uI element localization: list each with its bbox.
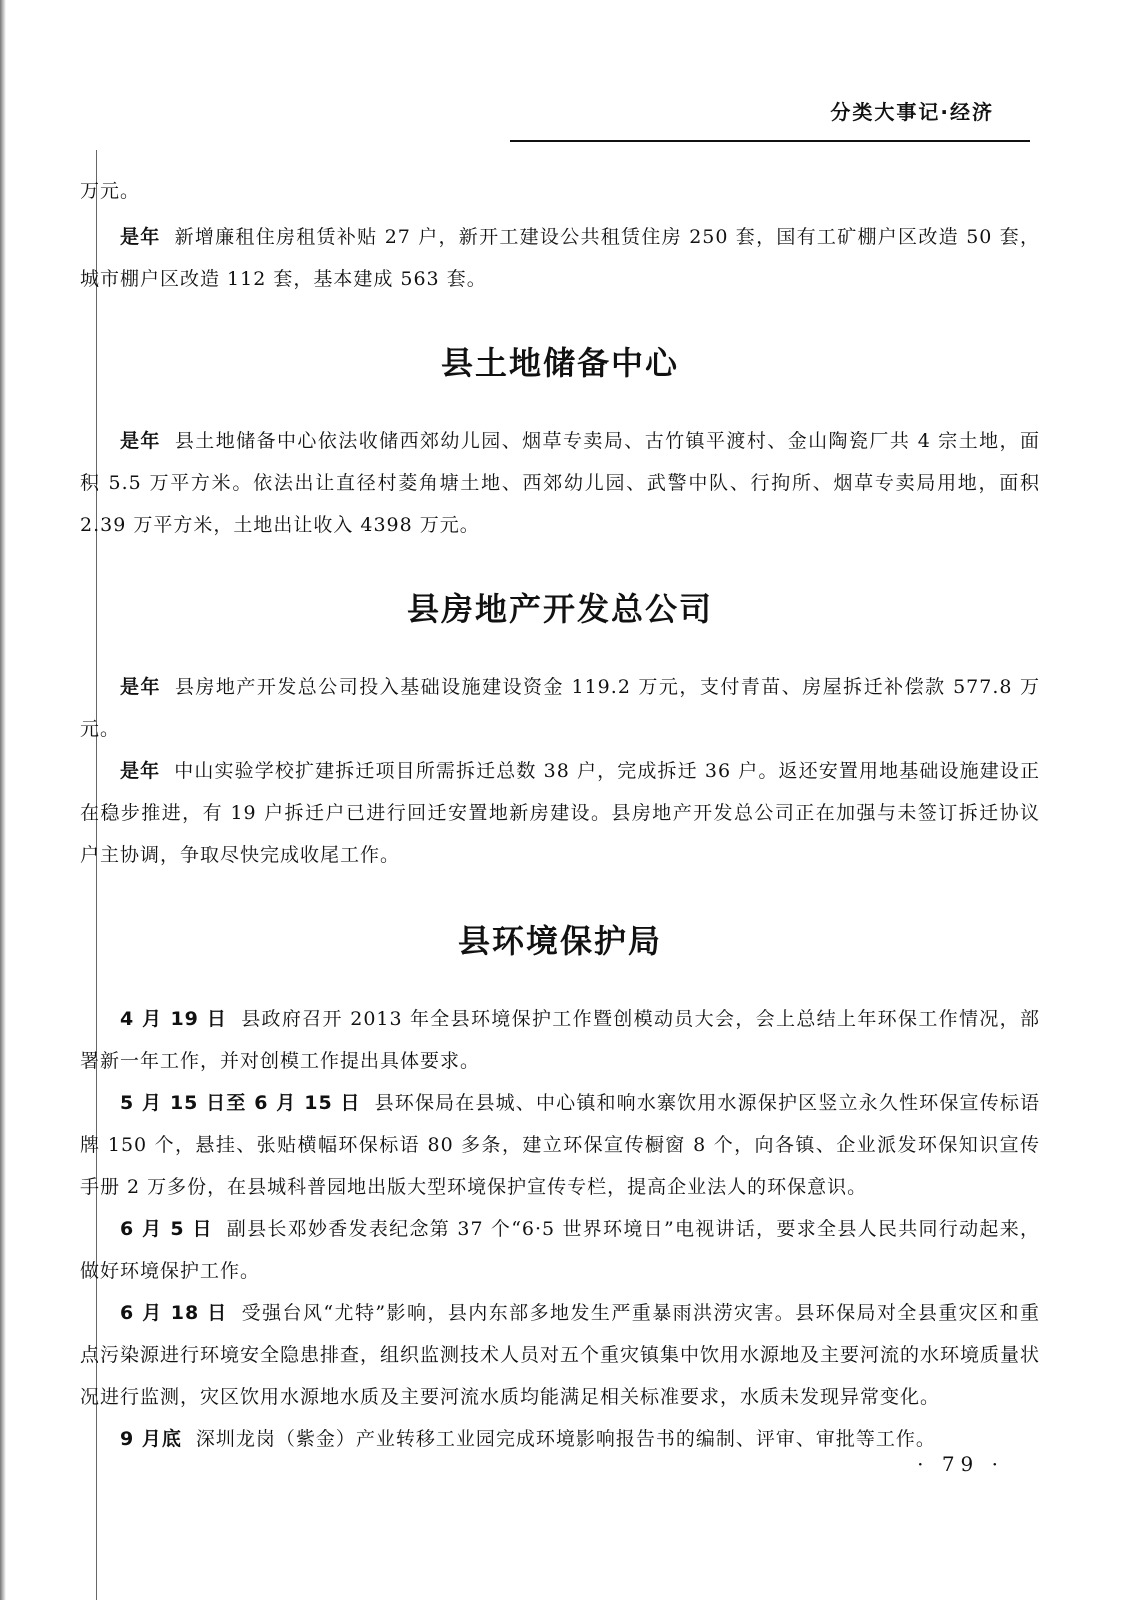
entry-date: 5 月 15 日至 6 月 15 日 (120, 1092, 361, 1114)
header-rule (510, 140, 1030, 142)
entry-text: 县环保局在县城、中心镇和响水寨饮用水源保护区竖立永久性环保宣传标语牌 150 个，悬挂、张贴横幅环保标语 80 多条，建立环保宣传橱窗 8 个，向各镇、企业派发环保知识宣传手册 2 万多份，在县城科普园地出版大型环境保护宣传专栏，提高企业法人的环保意识。 (80, 1092, 1040, 1198)
entry-paragraph (80, 1292, 1040, 1418)
entry-text: 县房地产开发总公司投入基础设施建设资金 119.2 万元，支付青苗、房屋拆迁补偿款 577.8 万元。 (80, 676, 1040, 740)
entry-paragraph (80, 1082, 1040, 1208)
entry-text: 中山实验学校扩建拆迁项目所需拆迁总数 38 户，完成拆迁 36 户。返还安置用地基础设施建设正在稳步推进，有 19 户拆迁户已进行回迁安置地新房建设。县房地产开发总公司正在加强与未签订拆迁协议户主协调，争取尽快完成收尾工作。 (80, 760, 1040, 866)
entry-text: 新增廉租住房租赁补贴 27 户，新开工建设公共租赁住房 250 套，国有工矿棚户区改造 50 套，城市棚户区改造 112 套，基本建成 563 套。 (80, 226, 1040, 290)
entry-paragraph (80, 420, 1040, 546)
entry-date: 6 月 18 日 (120, 1302, 228, 1324)
page-number: · 79 · (917, 1452, 1004, 1476)
entry-paragraph (80, 998, 1040, 1082)
entry-date: 是年 (120, 226, 161, 248)
entry-paragraph (80, 1208, 1040, 1292)
entry-date: 9 月底 (120, 1428, 182, 1450)
entry-text: 副县长邓妙香发表纪念第 37 个“6·5 世界环境日”电视讲话，要求全县人民共同行动起来，做好环境保护工作。 (80, 1218, 1040, 1282)
entry-text: 受强台风“尤特”影响，县内东部多地发生严重暴雨洪涝灾害。县环保局对全县重灾区和重点污染源进行环境安全隐患排查，组织监测技术人员对五个重灾镇集中饮用水源地及主要河流的水环境质量状况进行监测，灾区饮用水源地水质及主要河流水质均能满足相关标准要求，水质未发现异常变化。 (80, 1302, 1041, 1408)
entry-paragraph (80, 1418, 1040, 1460)
entry-date: 是年 (120, 760, 161, 782)
entry-paragraph (80, 750, 1040, 876)
entry-date: 是年 (120, 430, 161, 452)
running-head: 分类大事记·经济 (830, 100, 994, 124)
entry-text: 县土地储备中心依法收储西郊幼儿园、烟草专卖局、古竹镇平渡村、金山陶瓷厂共 4 宗土地，面积 5.5 万平方米。依法出让直径村菱角塘土地、西郊幼儿园、武警中队、行拘所、烟草专卖局用地，面积 2.39 万平方米，土地出让收入 4398 万元。 (80, 430, 1040, 536)
entry-paragraph (80, 216, 1040, 300)
section-heading: 县土地储备中心 (440, 344, 679, 382)
entry-text: 深圳龙岗（紫金）产业转移工业园完成环境影响报告书的编制、评审、审批等工作。 (195, 1428, 936, 1450)
entry-date: 4 月 19 日 (120, 1008, 228, 1030)
page-content (80, 170, 1040, 1460)
section-heading: 县房地产开发总公司 (406, 590, 713, 628)
scan-edge-shadow (0, 0, 6, 1600)
entry-text: 县政府召开 2013 年全县环境保护工作暨创模动员大会，会上总结上年环保工作情况，部署新一年工作，并对创模工作提出具体要求。 (80, 1008, 1040, 1072)
entry-date: 6 月 5 日 (120, 1218, 213, 1240)
paragraph: 万元。 (80, 180, 141, 202)
section-heading: 县环境保护局 (457, 922, 662, 960)
entry-paragraph (80, 666, 1040, 750)
entry-date: 是年 (120, 676, 161, 698)
